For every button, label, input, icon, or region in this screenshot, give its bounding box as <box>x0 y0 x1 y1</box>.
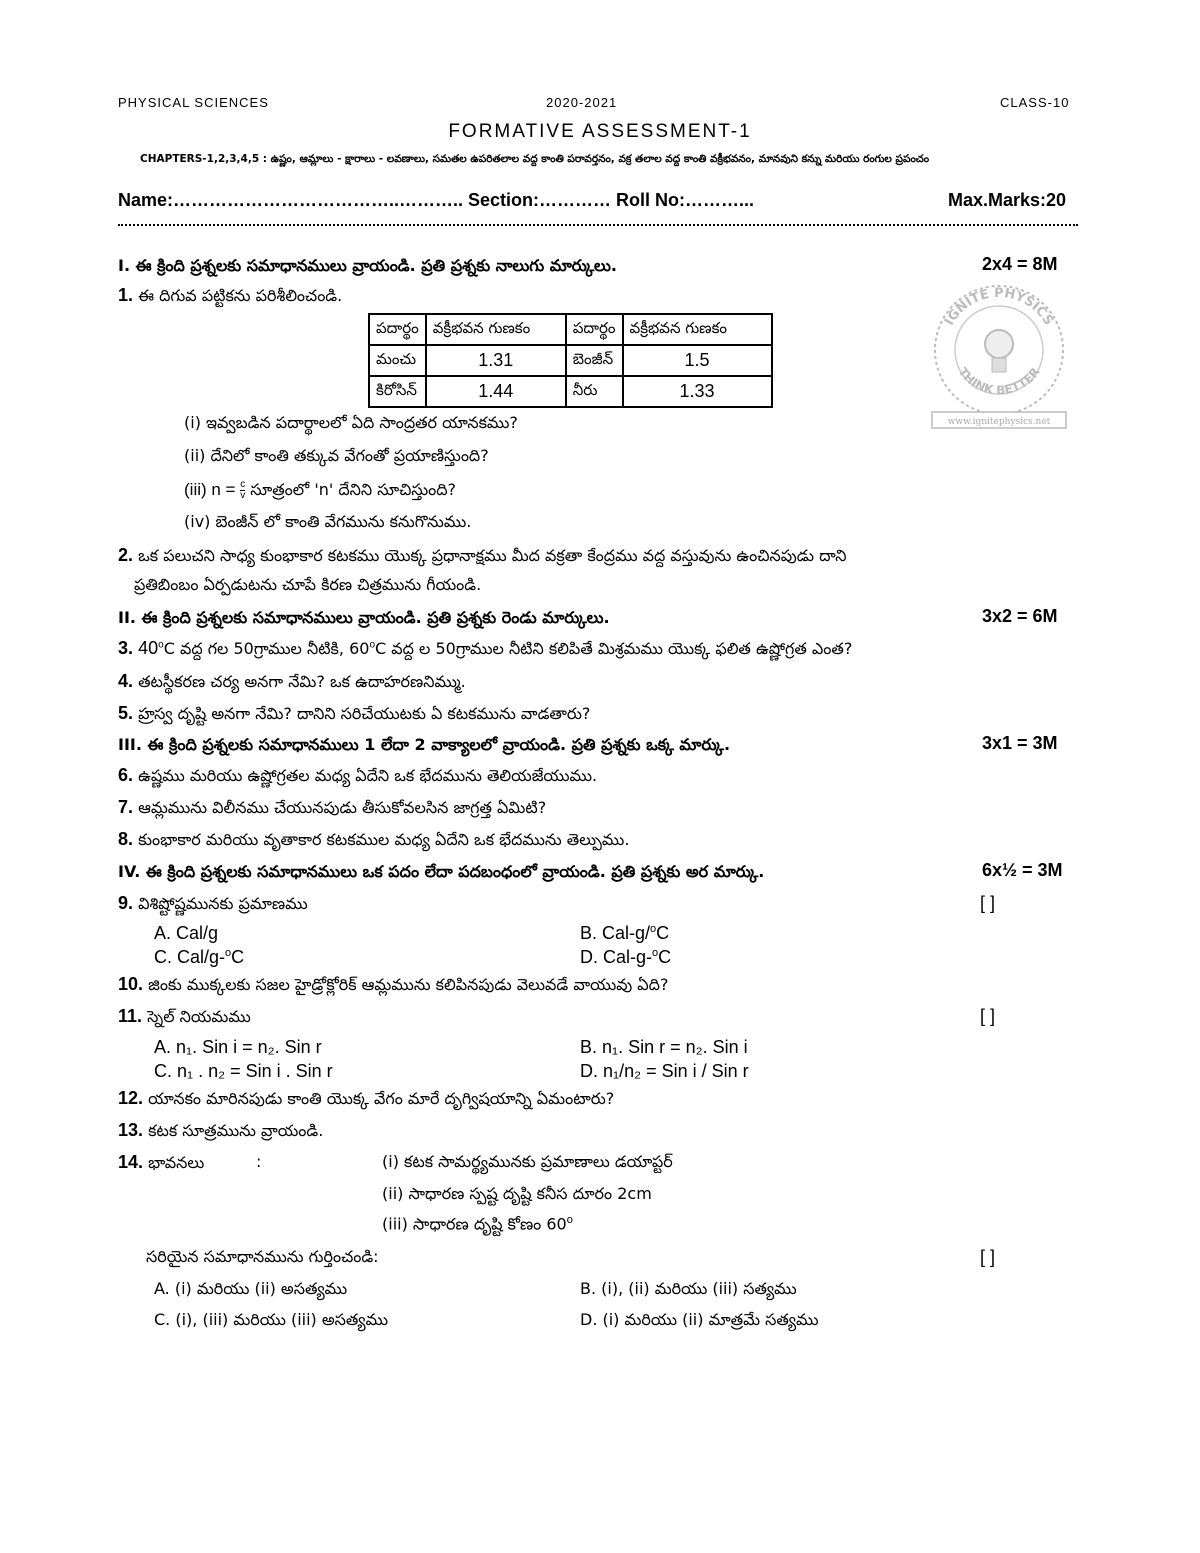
q14-option-a: A. (i) మరియు (ii) అసత్యము <box>154 1279 348 1298</box>
section4-heading: IV. ఈ క్రింది ప్రశ్నలకు సమాధానములు ఒక పదం లేదా పదబంధంలో వ్రాయండి. ప్రతి ప్రశ్నకు అర మార్కు. <box>118 862 765 881</box>
svg-text:IGNITE PHYSICS <box>942 286 1056 328</box>
q14-statement-i: (i) కటక సామర్థ్యమునకు ప్రమాణాలు డయాప్టర్ <box>382 1152 673 1171</box>
table-cell: బెంజీన్ <box>566 345 623 376</box>
logo-bottom-text: THINK BETTER <box>955 364 1043 398</box>
table-cell: 1.31 <box>426 345 566 376</box>
question-13: 13. కటక సూత్రమును వ్రాయండి. <box>118 1120 324 1140</box>
section2-marks: 3x2 = 6M <box>982 606 1058 626</box>
q9-option-c: C. Cal/g-$^o$C <box>154 947 245 967</box>
table-row <box>369 345 772 376</box>
year-label: 2020-2021 <box>546 95 618 110</box>
q14-colon: : <box>256 1152 262 1171</box>
q14-prompt: సరియైన సమాధానమును గుర్తించండి: <box>146 1247 379 1266</box>
q2-number: 2. <box>118 545 134 565</box>
answer-bracket[interactable]: [ ] <box>980 893 996 913</box>
page-title: FORMATIVE ASSESSMENT-1 <box>448 121 752 142</box>
question-14: 14. భావనలు <box>118 1152 205 1172</box>
refractive-index-table <box>368 313 773 408</box>
question-7: 7. ఆమ్లమును విలీనము చేయునపుడు తీసుకోవలసిన జాగ్రత్త ఏమిటి? <box>118 797 547 817</box>
q14-option-b: B. (i), (ii) మరియు (iii) సత్యము <box>580 1279 797 1298</box>
q9-option-d: D. Cal-g-$^o$C <box>580 947 672 967</box>
q1-number: 1. <box>118 285 134 305</box>
section3-heading: III. ఈ క్రింది ప్రశ్నలకు సమాధానములు 1 లేదా 2 వాక్యాలలో వ్రాయండి. ప్రతి ప్రశ్నకు ఒక్క మార్కు. <box>118 735 731 754</box>
q11-option-b: B. n₁. Sin r = n₂. Sin i <box>580 1037 748 1057</box>
q9-option-a: A. Cal/g <box>154 923 219 943</box>
question-6: 6. ఉష్ణము మరియు ఉష్ణోగ్రతల మధ్య ఏదేని ఒక భేదమును తెలియజేయుము. <box>118 765 598 785</box>
answer-bracket[interactable]: [ ] <box>980 1247 996 1267</box>
table-header: వక్రీభవన గుణకం <box>623 314 772 345</box>
table-cell: కిరోసిన్ <box>369 376 426 407</box>
q14-statement-iii: (iii) సాధారణ దృష్టి కోణం 60$^o$ <box>382 1214 573 1234</box>
table-header: పదార్థం <box>369 314 426 345</box>
logo-url: www.ignitephysics.net <box>947 417 1051 427</box>
logo-top-text: IGNITE PHYSICS <box>942 285 1056 329</box>
q14-option-c: C. (i), (iii) మరియు (iii) అసత్యము <box>154 1310 389 1329</box>
table-header: పదార్థం <box>566 314 623 345</box>
subject-label: PHYSICAL SCIENCES <box>118 95 269 110</box>
table-row <box>369 376 772 407</box>
q14-statement-ii: (ii) సాధారణ స్పష్ట దృష్టి కనీస దూరం 2cm <box>382 1184 652 1203</box>
dotted-divider <box>118 224 1078 226</box>
q1-part-i: (i) ఇవ్వబడిన పదార్థాలలో ఏది సాంద్రతర యానకము? <box>184 413 518 432</box>
q1-part-iv: (iv) బెంజీన్ లో కాంతి వేగమును కనుగొనుము. <box>184 512 472 531</box>
q11-option-d: D. n₁/n₂ = Sin i / Sin r <box>580 1061 749 1081</box>
question-9: 9. విశిష్టోష్ణమునకు ప్రమాణము <box>118 893 308 913</box>
name-line: Name:………………………………..……….. Section:………… Roll No:………... <box>118 190 755 210</box>
q11-option-a: A. n₁. Sin i = n₂. Sin r <box>154 1037 322 1057</box>
section3-marks: 3x1 = 3M <box>982 733 1058 753</box>
question-8: 8. కుంభాకార మరియు వృతాకార కటకముల మధ్య ఏదేని ఒక భేదమును తెల్పుము. <box>118 829 630 849</box>
q2-text-line1: ఒక పలుచని సాధ్య కుంభాకార కటకము యొక్క ప్రధానాక్షము మీద వక్రతా కేంద్రము వద్ద వస్తువును ఉంచినపుడు దాని <box>138 546 847 565</box>
section2-heading: II. ఈ క్రింది ప్రశ్నలకు సమాధానములు వ్రాయండి. ప్రతి ప్రశ్నకు రెండు మార్కులు. <box>118 608 610 627</box>
question-3: 3. 40$^o$C వద్ద గల 50గ్రాముల నీటికి, 60$^o$C వద్ద ల 50గ్రాముల నీటిని కలిపితే మిశ్రమము యొక్క ఫలిత ఉష్ణోగ్రత ఎంత? <box>118 638 853 658</box>
q9-option-b: B. Cal-g/$^o$C <box>580 923 670 943</box>
q1-part-ii: (ii) దేనిలో కాంతి తక్కువ వేగంతో ప్రయాణిస్తుంది? <box>184 446 489 465</box>
table-cell: 1.33 <box>623 376 772 407</box>
section4-marks: 6x½ = 3M <box>982 860 1063 880</box>
question-12: 12. యానకం మారినపుడు కాంతి యొక్క వేగం మారే దృగ్విషయాన్ని ఏమంటారు? <box>118 1088 615 1108</box>
question-10: 10. జింకు ముక్కలకు సజల హైడ్రోక్లోరిక్ ఆమ్లమును కలిపినపుడు వెలువడే వాయువు ఏది? <box>118 974 669 994</box>
max-marks: Max.Marks:20 <box>948 190 1067 210</box>
table-cell: నీరు <box>566 376 623 407</box>
table-cell: 1.5 <box>623 345 772 376</box>
table-cell: మంచు <box>369 345 426 376</box>
table-header-row <box>369 314 772 345</box>
section1-marks: 2x4 = 8M <box>982 254 1058 274</box>
q11-option-c: C. n₁ . n₂ = Sin i . Sin r <box>154 1061 333 1081</box>
fraction-c-over-v: $\frac{c}{v}$ <box>240 479 246 501</box>
table-cell: 1.44 <box>426 376 566 407</box>
question-11: 11. స్నెల్ నియమము <box>118 1006 251 1026</box>
class-label: CLASS-10 <box>1000 95 1070 110</box>
q2-text-line2: ప్రతిబింబం ఏర్పడుటను చూపే కిరణ చిత్రమును గీయండి. <box>134 575 482 594</box>
q1-part-iii: (iii) n = $\frac{c}{v}$ సూత్రంలో 'n' దేనిని సూచిస్తుంది? <box>184 479 457 501</box>
q1-text: ఈ దిగువ పట్టికను పరిశీలించండి. <box>138 286 343 305</box>
question-1 <box>118 285 342 309</box>
q14-option-d: D. (i) మరియు (ii) మాత్రమే సత్యము <box>580 1310 819 1329</box>
answer-bracket[interactable]: [ ] <box>980 1006 996 1026</box>
question-2 <box>118 545 847 569</box>
section1-heading: I. ఈ క్రింది ప్రశ్నలకు సమాధానములు వ్రాయండి. ప్రతి ప్రశ్నకు నాలుగు మార్కులు. <box>118 256 617 275</box>
chapters-line: CHAPTERS-1,2,3,4,5 : ఉష్ణం, ఆమ్లాలు - క్షారాలు - లవణాలు, సమతల ఉపరితలాల వద్ద కాంతి పరావర్తనం, వక్ర తలాల వద్ద కాంతి వక్రీభవనం, మానవుని కన్ను మరియు రంగుల ప్రపంచం <box>140 153 930 165</box>
question-5: 5. హ్రస్వ దృష్టి అనగా నేమి? దానిని సరిచేయుటకు ఏ కటకమును వాడతారు? <box>118 703 591 723</box>
ignite-physics-logo <box>928 278 1070 430</box>
table-header: వక్రీభవన గుణకం <box>426 314 566 345</box>
question-4: 4. తటస్థీకరణ చర్య అనగా నేమి? ఒక ఉదాహరణనిమ్ము. <box>118 671 466 691</box>
